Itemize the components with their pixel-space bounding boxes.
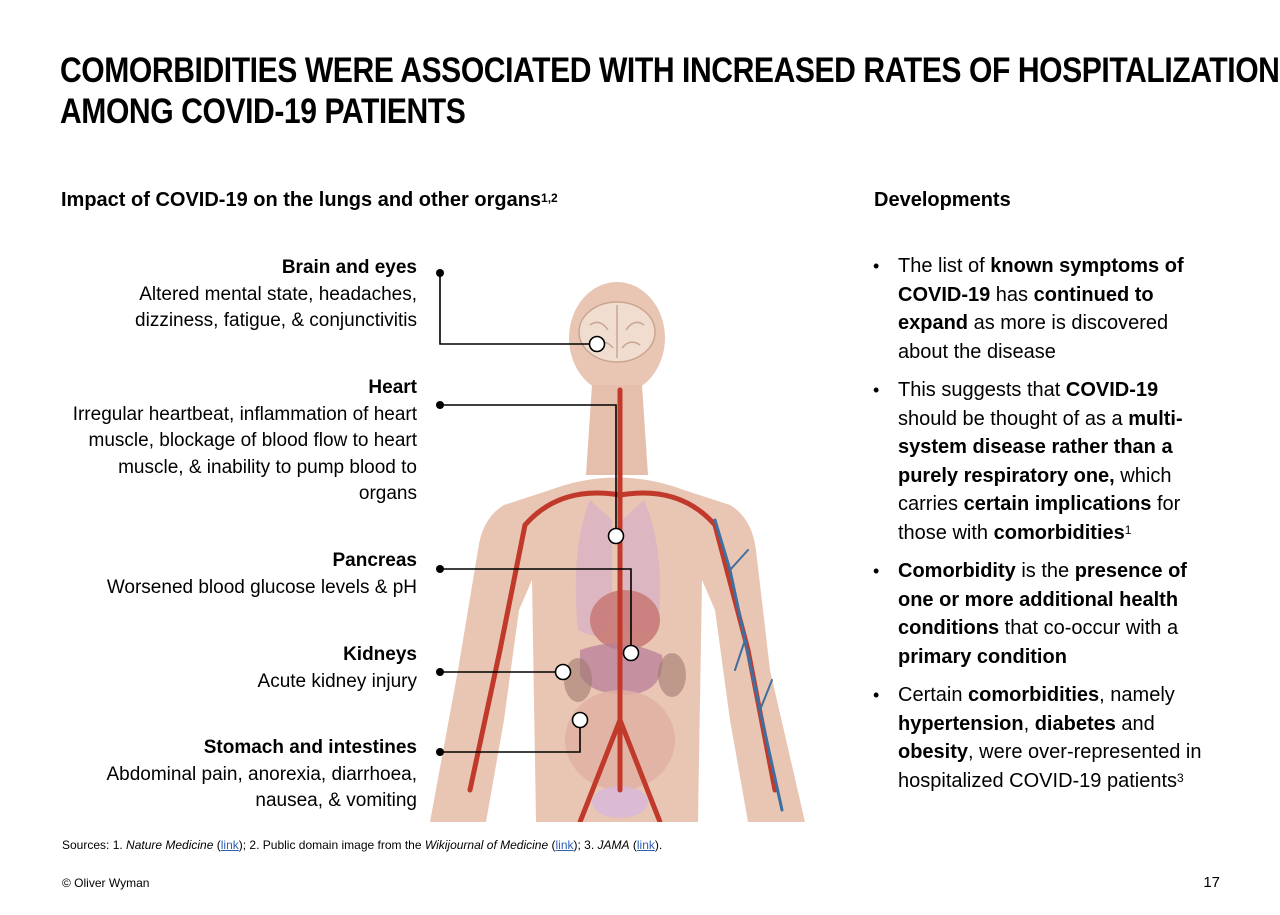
bullet-text: should be thought of as a (898, 407, 1129, 430)
source-1-link[interactable]: link (220, 838, 239, 852)
paren: ( (548, 838, 556, 852)
bullet-bold-text: comorbidities (968, 684, 1100, 706)
organ-desc: Abdominal pain, anorexia, diarrhoea, nausea, & vomiting (106, 763, 417, 811)
source-3-prefix: ; 3. (577, 838, 598, 852)
development-bullet (872, 681, 1222, 795)
bullet-text: for those with (898, 493, 1181, 544)
bullet-text: as more is discovered about the disease (898, 312, 1169, 363)
paren: ) (654, 838, 659, 852)
organ-label-pancreas (57, 548, 417, 601)
bullet-text: is the (1015, 560, 1075, 582)
bullet-text: , (1023, 712, 1035, 735)
bullet-text: and (1115, 712, 1155, 735)
organ-name: Stomach and intestines (203, 737, 417, 758)
organ-label-kidneys (57, 642, 417, 695)
sources-prefix: Sources: 1. (62, 838, 127, 852)
organ-impact-heading (61, 187, 558, 213)
copyright: © Oliver Wyman (62, 876, 150, 890)
brain-illustration (579, 302, 655, 362)
sources-note (62, 837, 662, 853)
source-3-title: JAMA (597, 838, 630, 852)
bullet-bold-text: primary condition (898, 645, 1067, 668)
paren: ) (238, 838, 243, 852)
source-2-link[interactable]: link (555, 838, 574, 852)
marker-heart (609, 529, 624, 544)
organ-impact-heading-sup: 1,2 (541, 191, 558, 205)
marker-pancreas (624, 646, 639, 661)
bullet-text: Certain (898, 684, 969, 706)
paren: ) (573, 838, 578, 852)
bullet-bold-text: presence of one or more additional health conditions (898, 560, 1187, 639)
marker-stomach (573, 713, 588, 728)
development-bullet (872, 376, 1222, 547)
source-2-prefix: ; 2. Public domain image from the (242, 838, 425, 852)
bullet-text: has (990, 283, 1034, 306)
anatomy-figure (430, 250, 820, 822)
footnote-ref: 1 (1124, 522, 1132, 537)
bullet-bold-text: known symptoms of COVID-19 (898, 255, 1184, 306)
organ-label-brain (57, 255, 417, 335)
bullet-bold-text: certain implications (963, 493, 1152, 515)
bullet-bold-text: Comorbidity (898, 560, 1016, 582)
bullet-bold-text: comorbidities (993, 521, 1125, 544)
bullet-text: which carries (898, 464, 1172, 515)
organ-name: Pancreas (332, 550, 417, 571)
organ-impact-heading-text: Impact of COVID-19 on the lungs and other organs (61, 189, 542, 211)
paren: ( (213, 838, 221, 852)
bullet-text: The list of (898, 255, 991, 277)
source-1-title: Nature Medicine (126, 838, 214, 852)
footnote-ref: 3 (1177, 770, 1184, 785)
page-title-line-1: COMORBIDITIES WERE ASSOCIATED WITH INCREASED RATES OF HOSPITALIZATION (60, 51, 1280, 90)
bullet-text: This suggests that (898, 379, 1066, 401)
bullet-text: , namely (1099, 684, 1175, 706)
developments-heading: Developments (874, 189, 1011, 211)
bullet-bold-text: obesity (898, 741, 969, 763)
organ-label-stomach (57, 735, 417, 815)
bullet-bold-text: COVID-19 (1065, 379, 1159, 401)
organ-desc: Worsened blood glucose levels & pH (106, 576, 417, 598)
source-3-link[interactable]: link (636, 838, 655, 852)
sources-end: . (658, 838, 663, 852)
marker-kidneys (556, 665, 571, 680)
developments-list (872, 252, 1222, 805)
bullet-text: that co-occur with a (999, 617, 1179, 639)
page-number: 17 (1203, 874, 1220, 891)
organ-name: Heart (368, 377, 417, 398)
development-bullet (872, 252, 1222, 366)
page-title-line-2: AMONG COVID-19 PATIENTS (60, 92, 466, 131)
marker-brain (590, 337, 605, 352)
bullet-bold-text: diabetes (1034, 712, 1116, 735)
bullet-text: , were over-represented in hospitalized COVID-19 patients (898, 741, 1202, 792)
organ-name: Brain and eyes (281, 257, 417, 278)
organ-desc: Irregular heartbeat, inflammation of heart muscle, blockage of blood flow to heart muscle, & inability to pump blood to organs (72, 403, 417, 504)
organ-name: Kidneys (343, 644, 417, 665)
organ-desc: Acute kidney injury (257, 670, 417, 692)
page-title (60, 50, 1280, 132)
organ-desc: Altered mental state, headaches, dizziness, fatigue, & conjunctivitis (135, 283, 417, 331)
paren: ( (629, 838, 637, 852)
bullet-bold-text: multi-system disease rather than a purely respiratory one, (898, 407, 1183, 487)
development-bullet (872, 557, 1222, 671)
bullet-bold-text: hypertension (898, 712, 1024, 735)
organ-label-heart (57, 375, 417, 508)
bullet-bold-text: continued to expand (898, 283, 1154, 334)
source-2-title: Wikijournal of Medicine (424, 838, 549, 852)
